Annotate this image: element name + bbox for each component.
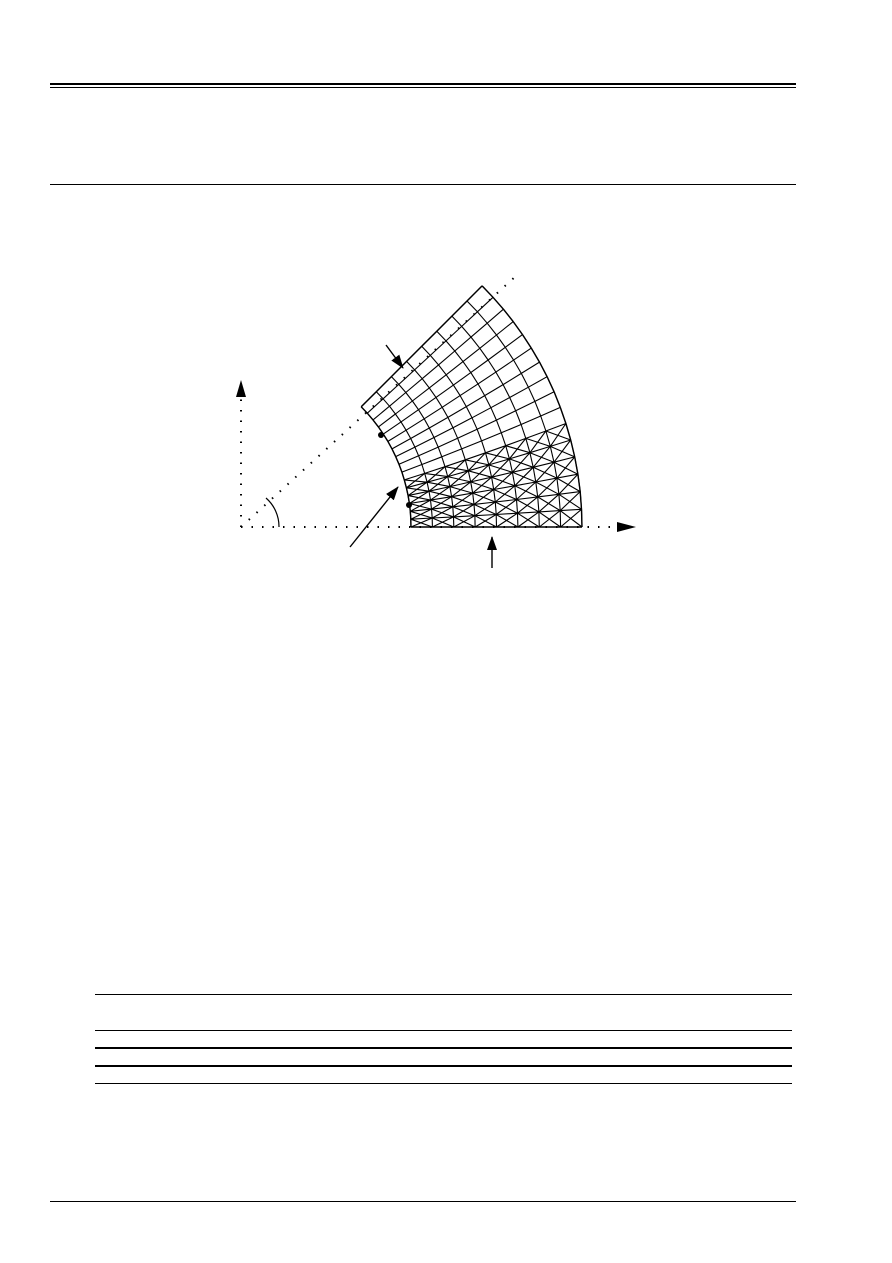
mesh-diagonal xyxy=(427,482,450,486)
mesh-edge xyxy=(419,410,425,419)
mesh-edge xyxy=(406,379,422,393)
mesh-edge xyxy=(468,471,470,482)
mesh-diagonal xyxy=(494,490,517,500)
outline-edge xyxy=(437,316,452,331)
mesh-edge xyxy=(503,385,510,398)
mesh-edge xyxy=(415,355,431,370)
mesh-diagonal xyxy=(550,446,574,457)
mesh-diagonal xyxy=(515,486,538,497)
mesh-edge xyxy=(452,497,453,507)
mesh-edge xyxy=(514,360,522,373)
mesh-edge xyxy=(472,418,477,429)
mesh-edge xyxy=(452,316,462,326)
mesh-edge xyxy=(477,297,493,312)
outline-edge xyxy=(396,457,399,465)
arrow-inner-boundary xyxy=(350,487,398,547)
mesh-edge xyxy=(419,447,439,456)
table-rule-top xyxy=(95,994,792,995)
mesh-edge xyxy=(442,449,462,457)
mesh-edge xyxy=(455,351,463,362)
mesh-edge xyxy=(419,397,437,409)
mesh-edge xyxy=(436,385,453,397)
mesh-edge xyxy=(399,456,419,465)
mesh-edge xyxy=(471,373,478,384)
mesh-edge xyxy=(463,362,471,373)
mesh-edge xyxy=(462,326,471,337)
mesh-diagonal xyxy=(408,496,430,501)
mesh-edge xyxy=(422,379,429,388)
mesh-diagonal xyxy=(533,467,557,478)
mesh-diagonal xyxy=(471,482,494,490)
mesh-edge xyxy=(446,375,453,385)
mesh-diagonal xyxy=(448,477,471,482)
mesh-edge xyxy=(541,416,546,431)
mesh-edge xyxy=(434,438,438,448)
mesh-edge xyxy=(526,438,530,452)
mesh-diagonal xyxy=(509,459,533,467)
mesh-edge xyxy=(448,417,453,427)
mesh-edge xyxy=(539,511,560,512)
mesh-edge xyxy=(446,362,463,375)
mesh-edge xyxy=(429,428,434,438)
outline-edge xyxy=(580,492,581,510)
mesh-edge xyxy=(455,337,471,351)
mesh-edge xyxy=(535,392,554,402)
table-rule-row xyxy=(95,1047,792,1049)
mesh-diagonal xyxy=(526,438,551,446)
mesh-diagonal xyxy=(450,487,473,494)
mesh-edge xyxy=(383,384,399,398)
mesh-edge xyxy=(471,482,473,493)
outline-edge xyxy=(493,297,503,309)
outline-edge xyxy=(554,392,560,408)
mesh-edge xyxy=(395,414,401,422)
mesh-edge xyxy=(496,513,517,514)
outline-edge xyxy=(376,377,391,392)
mesh-edge xyxy=(495,502,496,515)
mesh-edge xyxy=(521,373,528,387)
mesh-edge xyxy=(430,341,446,356)
mesh-edge xyxy=(395,401,412,414)
mesh-edge xyxy=(396,447,415,457)
mesh-edge xyxy=(491,398,510,408)
mesh-edge xyxy=(415,370,423,379)
mesh-diagonal xyxy=(506,446,530,453)
mesh-edge xyxy=(453,507,454,517)
x-axis-arrowhead xyxy=(617,522,636,532)
mesh-diagonal xyxy=(559,494,582,509)
mesh-edge xyxy=(392,439,411,449)
outline-edge xyxy=(367,413,373,420)
mesh-edge xyxy=(515,486,517,500)
mesh-edge xyxy=(458,438,462,449)
mesh-edge xyxy=(425,473,427,482)
mesh-edge xyxy=(510,398,516,411)
mesh-edge xyxy=(458,429,478,438)
mesh-edge xyxy=(462,441,482,449)
outline-edge xyxy=(531,348,539,362)
mesh-edge xyxy=(489,465,492,477)
mesh-edge xyxy=(509,459,512,472)
mesh-edge xyxy=(407,361,415,370)
mesh-edge xyxy=(482,441,486,453)
outline-edge xyxy=(560,407,566,423)
mesh-edge xyxy=(463,348,480,361)
mesh-edge xyxy=(446,326,462,341)
mesh-edge xyxy=(462,312,478,327)
outline-edge xyxy=(547,377,554,392)
mesh-edge xyxy=(528,387,535,401)
outline-edge xyxy=(407,346,422,361)
node-marker xyxy=(406,502,412,508)
mesh-edge xyxy=(478,384,485,396)
mesh-diagonal xyxy=(489,465,513,472)
mesh-edge xyxy=(412,401,418,410)
mesh-diagonal xyxy=(495,502,517,513)
mesh-edge xyxy=(439,351,455,365)
mesh-edge xyxy=(454,516,475,517)
mesh-edge xyxy=(477,312,487,323)
outline-edge xyxy=(399,464,402,472)
mesh-diagonal xyxy=(492,477,515,486)
mesh-edge xyxy=(496,372,503,385)
mesh-edge xyxy=(497,322,514,335)
mesh-edge xyxy=(412,388,429,401)
mesh-edge xyxy=(391,377,398,385)
outline-edge xyxy=(373,420,378,427)
mesh-edge xyxy=(442,396,460,408)
mesh-edge xyxy=(494,490,496,503)
mesh-diagonal xyxy=(410,511,432,518)
outline-edge xyxy=(523,335,532,349)
mesh-edge xyxy=(404,473,424,480)
mesh-edge xyxy=(474,504,475,515)
mesh-edge xyxy=(466,407,472,418)
mesh-diagonal xyxy=(453,507,475,516)
outline-edge xyxy=(582,509,583,527)
outline-edge xyxy=(406,488,408,496)
mesh-edge xyxy=(415,447,419,456)
mesh-edge xyxy=(462,449,466,460)
mesh-edge xyxy=(431,500,432,509)
mesh-edge xyxy=(402,465,422,473)
mesh-edge xyxy=(446,341,455,351)
mesh-diagonal xyxy=(429,491,452,497)
mesh-diagonal xyxy=(557,478,580,492)
mesh-edge xyxy=(541,407,561,416)
table-rule-header xyxy=(95,1030,792,1031)
mesh-diagonal xyxy=(554,462,578,474)
outline-edge xyxy=(503,309,513,321)
mesh-edge xyxy=(467,301,477,312)
mesh-edge xyxy=(442,407,448,417)
mesh-edge xyxy=(448,477,450,487)
mesh-edge xyxy=(390,393,406,407)
mesh-edge xyxy=(439,365,447,375)
mesh-edge xyxy=(471,360,488,373)
mesh-edge xyxy=(557,478,559,494)
mesh-edge xyxy=(475,515,496,516)
outline-edge xyxy=(467,286,482,301)
mesh-edge xyxy=(505,347,513,360)
mesh-edge xyxy=(488,347,505,360)
mesh-edge xyxy=(383,422,401,434)
mesh-edge xyxy=(419,456,422,465)
mesh-edge xyxy=(430,355,438,365)
mesh-edge xyxy=(521,416,541,425)
mesh-edge xyxy=(485,385,503,396)
mesh-edge xyxy=(453,418,472,428)
footer-rule xyxy=(50,1201,796,1202)
mesh-edge xyxy=(460,396,466,407)
mesh-edge xyxy=(478,372,496,384)
mesh-diagonal xyxy=(452,497,474,505)
mesh-edge xyxy=(453,428,458,439)
mesh-diagonal xyxy=(536,482,559,494)
outline-edge xyxy=(361,407,367,413)
mesh-edge xyxy=(442,457,445,467)
mesh-diagonal xyxy=(486,453,510,459)
mesh-edge xyxy=(422,346,431,355)
mesh-edge xyxy=(485,396,491,408)
outline-edge xyxy=(575,457,578,474)
mesh-edge xyxy=(477,420,496,429)
mesh-edge xyxy=(424,407,442,419)
mesh-edge xyxy=(432,509,433,518)
mesh-edge xyxy=(429,491,431,500)
outline-edge xyxy=(571,440,575,457)
mesh-edge xyxy=(521,425,526,439)
y-axis-arrowhead xyxy=(236,380,246,397)
node-marker xyxy=(378,432,384,438)
mesh-edge xyxy=(448,407,466,418)
mesh-edge xyxy=(434,428,453,438)
mesh-diagonal xyxy=(431,500,453,507)
mesh-edge xyxy=(503,373,521,384)
outline-edge xyxy=(513,322,522,335)
mesh-edge xyxy=(477,429,482,441)
mesh-edge xyxy=(516,401,535,410)
outline-edge xyxy=(422,331,437,346)
mesh-diagonal xyxy=(474,504,496,514)
mesh-edge xyxy=(471,323,487,337)
mesh-edge xyxy=(383,399,389,406)
mesh-edge xyxy=(437,331,446,341)
mesh-diagonal xyxy=(517,500,539,512)
mesh-diagonal xyxy=(560,492,580,511)
mesh-edge xyxy=(465,460,468,471)
mesh-edge xyxy=(422,365,438,379)
outline-edge xyxy=(410,511,411,519)
mesh-edge xyxy=(530,453,533,468)
mesh-edge xyxy=(528,377,547,388)
mesh-diagonal xyxy=(512,472,535,482)
mesh-edge xyxy=(554,462,557,478)
mesh-edge xyxy=(488,360,496,372)
mesh-edge xyxy=(424,419,429,428)
mesh-edge xyxy=(482,433,502,441)
mesh-edge xyxy=(399,370,415,385)
angle-arc xyxy=(266,498,279,527)
mesh-edge xyxy=(480,348,488,360)
mesh-edge xyxy=(406,430,411,438)
arrow-upper-boundary xyxy=(386,345,403,368)
mesh-edge xyxy=(501,433,505,446)
mesh-edge xyxy=(388,430,406,441)
outline-edge xyxy=(361,392,376,407)
mesh-edge xyxy=(512,472,514,486)
mesh-edge xyxy=(559,494,560,510)
mesh-edge xyxy=(518,512,539,513)
outline-edge xyxy=(392,449,396,457)
mesh-edge xyxy=(378,414,395,427)
mesh-edge xyxy=(471,337,480,348)
mesh-edge xyxy=(376,392,383,399)
mesh-edge xyxy=(496,420,501,433)
outline-edge xyxy=(388,441,392,449)
mesh-edge xyxy=(367,399,383,413)
mesh-edge xyxy=(438,447,442,457)
mesh-edge xyxy=(453,373,470,386)
mesh-diagonal xyxy=(530,453,554,463)
mesh-edge xyxy=(486,453,489,465)
outline-edge xyxy=(402,472,404,480)
mesh-edge xyxy=(496,411,515,420)
mesh-edge xyxy=(445,467,448,477)
annotation-arrows xyxy=(350,345,492,568)
mesh-edge xyxy=(399,384,406,392)
mesh-edge xyxy=(536,482,538,497)
outline-edge xyxy=(540,362,548,377)
mesh-edge xyxy=(497,335,506,347)
mesh-edge xyxy=(450,487,452,497)
mesh-edge xyxy=(460,384,478,396)
mesh-edge xyxy=(422,465,425,474)
outline-edge xyxy=(578,474,580,491)
mesh-edge xyxy=(506,446,510,459)
mesh-edge xyxy=(510,387,529,397)
mesh-edge xyxy=(487,323,496,335)
mesh-diagonal xyxy=(432,509,454,517)
mesh-edge xyxy=(487,309,503,323)
mesh-diagonal xyxy=(465,460,489,465)
mesh-diagonal xyxy=(546,431,571,440)
mesh-edge xyxy=(406,393,413,402)
mesh-edge xyxy=(466,396,484,407)
mesh-edge xyxy=(411,439,415,448)
mesh-edge xyxy=(546,431,550,446)
mesh-edge xyxy=(415,438,434,448)
mesh-diagonal xyxy=(473,493,496,502)
mesh-edge xyxy=(473,493,474,504)
mesh-edge xyxy=(480,335,497,348)
mesh-edge xyxy=(401,422,406,430)
mesh-edge xyxy=(401,410,419,422)
mesh-edge xyxy=(429,388,436,398)
mesh-edge xyxy=(491,408,497,420)
mesh-diagonal xyxy=(468,471,491,477)
mesh-edge xyxy=(533,467,536,482)
mesh-edge xyxy=(514,348,532,360)
mesh-edge xyxy=(472,408,491,418)
mesh-edge xyxy=(438,438,457,447)
outline-edge xyxy=(404,480,406,488)
mesh-edge xyxy=(373,406,390,420)
mesh-edge xyxy=(535,401,541,416)
table-rule-bottom xyxy=(95,1083,792,1084)
mesh-edge xyxy=(517,500,518,514)
mesh-edge xyxy=(453,385,460,396)
mesh-edge xyxy=(496,360,514,372)
mesh-edge xyxy=(550,446,554,462)
outline-edge xyxy=(566,424,571,441)
mesh-edge xyxy=(390,406,396,414)
mesh-edge xyxy=(411,428,430,439)
mesh-edge xyxy=(492,477,494,489)
mesh-edge xyxy=(436,397,442,407)
mesh-edge xyxy=(427,482,429,491)
mesh-edge xyxy=(560,509,581,510)
table-rule-row xyxy=(95,1065,792,1067)
mesh-edge xyxy=(505,335,522,348)
mesh-edge xyxy=(406,419,424,430)
mesh-edge xyxy=(501,425,521,433)
mesh-diagonal xyxy=(538,497,561,511)
outline-edge xyxy=(482,286,493,297)
outline-edge xyxy=(452,301,467,316)
mesh-edge xyxy=(422,457,442,465)
mesh-edge xyxy=(521,362,539,373)
mesh-edge xyxy=(429,375,446,388)
mesh-edge xyxy=(516,411,521,425)
mesh-edge xyxy=(538,497,539,512)
mesh-edge xyxy=(429,417,448,428)
mesh-diagonal xyxy=(409,504,431,510)
